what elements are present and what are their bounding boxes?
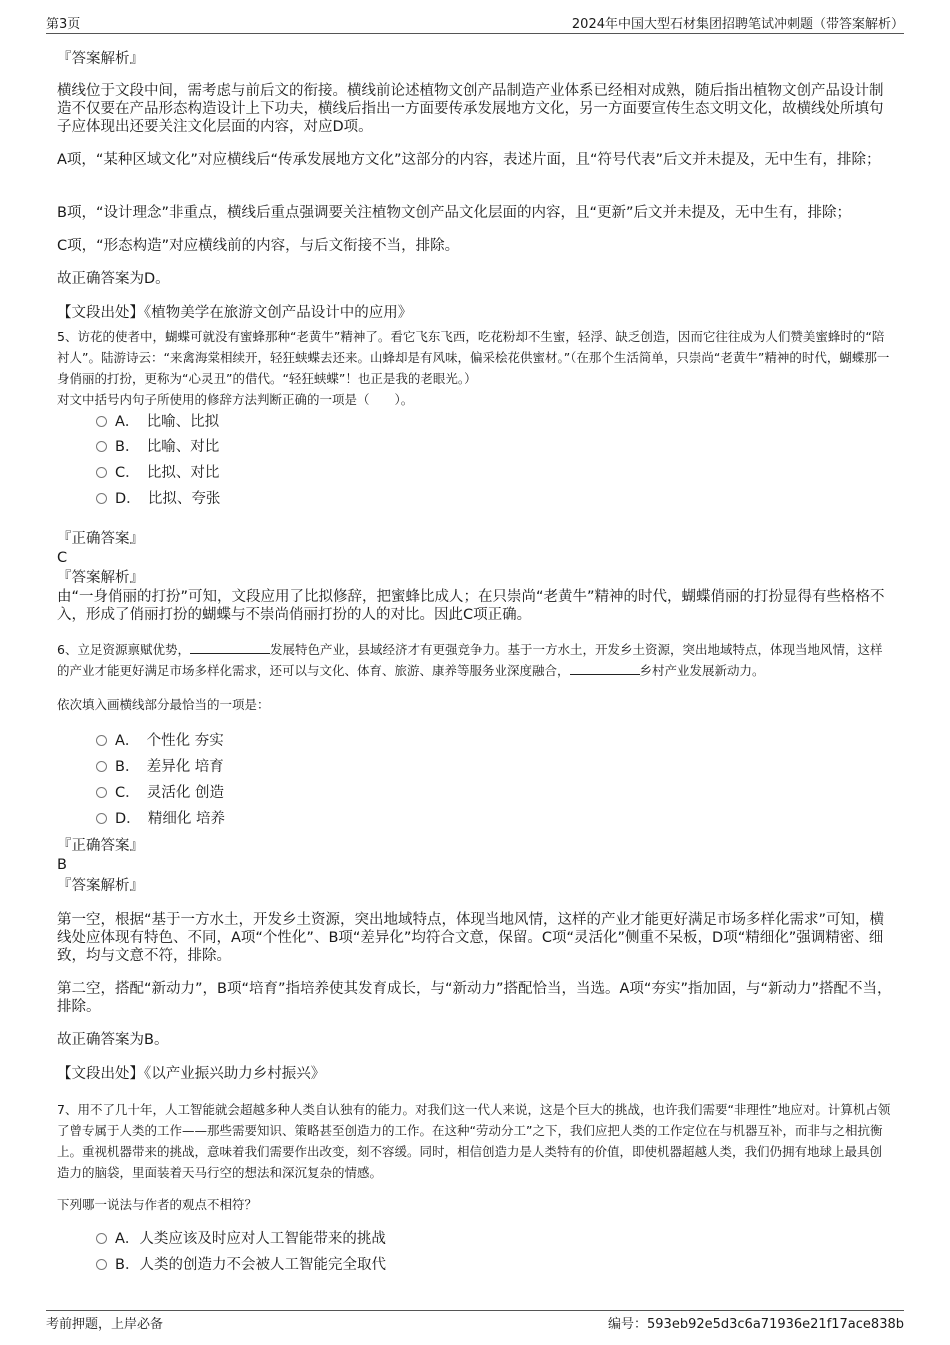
page-header	[46, 13, 904, 33]
q5-analysis-label: 『答案解析』	[57, 570, 144, 586]
q6-analysis-para2: 第二空，搭配“新动力”，B项“培育”指培养使其发育成长，与“新动力”搭配恰当，当选。A项“夯实”指加固，与“新动力”搭配不当，排除。	[57, 981, 892, 1015]
q6-option-c[interactable]: C． 灵活化 创造	[96, 784, 224, 802]
radio-icon[interactable]	[96, 1233, 107, 1244]
radio-icon[interactable]	[96, 467, 107, 478]
q5-answer: C	[57, 550, 68, 566]
q4-analysis-label: 『答案解析』	[57, 51, 144, 67]
q6-option-a[interactable]: A． 个性化 夯实	[96, 732, 224, 750]
radio-icon[interactable]	[96, 441, 107, 452]
q6-blank-1	[190, 641, 270, 654]
q7-option-a[interactable]: A．人类应该及时应对人工智能带来的挑战	[96, 1230, 386, 1248]
q6-option-b[interactable]: B． 差异化 培育	[96, 758, 224, 776]
q7-stem: 7、用不了几十年，人工智能就会超越多种人类自认独有的能力。对我们这一代人来说，这是个巨大的挑战，也许我们需要“非理性”地应对。计算机占领了曾专属于人类的工作——那些需要知识、策略甚至创造力的工作。在这种“劳动分工”之下，我们应把人类的工作定位在与机器互补，而非与之相抗衡上。重视机器带来的挑战，意味着我们需要作出改变，刻不容缓。同时，相信创造力是人类特有的价值，即使机器超越人类，我们仍拥有地球上最具创造力的脑袋，里面装着天马行空的想法和深沉复杂的情感。	[57, 1102, 891, 1180]
header-divider	[46, 33, 904, 34]
q5-stem: 5、访花的使者中，蝴蝶可就没有蜜蜂那种“老黄牛”精神了。看它飞东飞西，吃花粉却不生蜜，轻浮、缺乏创造，因而它往往成为人们赞美蜜蜂时的“陪衬人”。陆游诗云：“来禽海棠相续开，轻狂蛱蝶去还来。山蜂却是有风味，偏采桧花供蜜材。”（在那个生活简单，只崇尚“老黄牛”精神的时代，蝴蝶那一身俏丽的打扮，更称为“心灵丑”的借代。“轻狂蛱蝶”！也正是我的老眼光。）	[57, 329, 890, 386]
q6-option-d[interactable]: D． 精细化 培养	[96, 810, 225, 828]
document-code: 编号：593eb92e5d3c6a71936e21f17ace838b	[608, 1317, 904, 1332]
q4-source: 【文段出处】《植物美学在旅游文创产品设计中的应用》	[57, 305, 413, 321]
q6-source: 【文段出处】《以产业振兴助力乡村振兴》	[57, 1066, 326, 1082]
radio-icon[interactable]	[96, 735, 107, 746]
q6-stem: 6、立足资源禀赋优势， 发展特色产业，县域经济才有更强竞争力。基于一方水土，开发乡土资源，突出地域特点，体现当地风情，这样的产业才能更好满足市场多样化需求，还可以与文化、体育、旅游、康养等服务业深度融合， 乡村产业发展新动力。	[57, 642, 883, 678]
q6-analysis-conclusion: 故正确答案为B。	[57, 1032, 169, 1048]
q4-analysis-conclusion: 故正确答案为D。	[57, 271, 170, 287]
q5-option-a[interactable]: A． 比喻、比拟	[96, 413, 219, 431]
radio-icon[interactable]	[96, 416, 107, 427]
q6-analysis-para1: 第一空，根据“基于一方水土，开发乡土资源，突出地域特点，体现当地风情，这样的产业才能更好满足市场多样化需求”可知，横线处应体现有特色、不同，A项“个性化”、B项“差异化”均符合文意，保留。C项“灵活化”侧重不呆板，D项“精细化”强调精密、细致，均与文意不符，排除。	[57, 912, 885, 964]
q4-analysis-para3: B项，“设计理念”非重点，横线后重点强调要关注植物文创产品文化层面的内容，且“更新”后文并未提及，无中生有，排除；	[57, 205, 851, 221]
q7-option-b[interactable]: B．人类的创造力不会被人工智能完全取代	[96, 1256, 386, 1274]
q4-analysis-para4: C项，“形态构造”对应横线前的内容，与后文衔接不当，排除。	[57, 238, 460, 254]
q5-option-b[interactable]: B． 比喻、对比	[96, 438, 219, 456]
document-title: 2024年中国大型石材集团招聘笔试冲刺题（带答案解析）	[571, 17, 904, 32]
radio-icon[interactable]	[96, 1259, 107, 1270]
footer-divider	[46, 1310, 904, 1311]
q5-answer-label: 『正确答案』	[57, 531, 144, 547]
q5-question: 对文中括号内句子所使用的修辞方法判断正确的一项是（ ）。	[57, 392, 414, 407]
page-number: 第3页	[46, 17, 81, 32]
q4-analysis-para1: 横线位于文段中间，需考虑与前后文的衔接。横线前论述植物文创产品制造产业体系已经相对成熟，随后指出植物文创产品设计制造不仅要在产品形态构造设计上下功夫，横线后指出一方面要传承发展地方文化，另一方面要宣传生态文明文化，故横线处所填句子应体现出还要关注文化层面的内容，对应D项。	[57, 83, 884, 135]
radio-icon[interactable]	[96, 493, 107, 504]
q4-analysis-para2: A项，“某种区域文化”对应横线后“传承发展地方文化”这部分的内容，表述片面，且“符号代表”后文并未提及，无中生有，排除；	[57, 152, 881, 168]
q6-blank-2	[570, 662, 640, 675]
footer-slogan: 考前押题，上岸必备	[46, 1317, 164, 1332]
q5-analysis: 由“一身俏丽的打扮”可知，文段应用了比拟修辞，把蜜蜂比成人；在只崇尚“老黄牛”精神的时代，蝴蝶俏丽的打扮显得有些格格不入，形成了俏丽打扮的蝴蝶与不崇尚俏丽打扮的人的对比。因此C项正确。	[57, 589, 885, 623]
radio-icon[interactable]	[96, 813, 107, 824]
q6-analysis-label: 『答案解析』	[57, 878, 144, 894]
q6-answer-label: 『正确答案』	[57, 838, 144, 854]
q5-option-d[interactable]: D． 比拟、夸张	[96, 490, 220, 508]
radio-icon[interactable]	[96, 761, 107, 772]
q5-option-c[interactable]: C． 比拟、对比	[96, 464, 219, 482]
q7-question: 下列哪一说法与作者的观点不相符？	[57, 1197, 258, 1212]
radio-icon[interactable]	[96, 787, 107, 798]
q6-question: 依次填入画横线部分最恰当的一项是：	[57, 697, 270, 712]
q6-answer: B	[57, 857, 67, 873]
